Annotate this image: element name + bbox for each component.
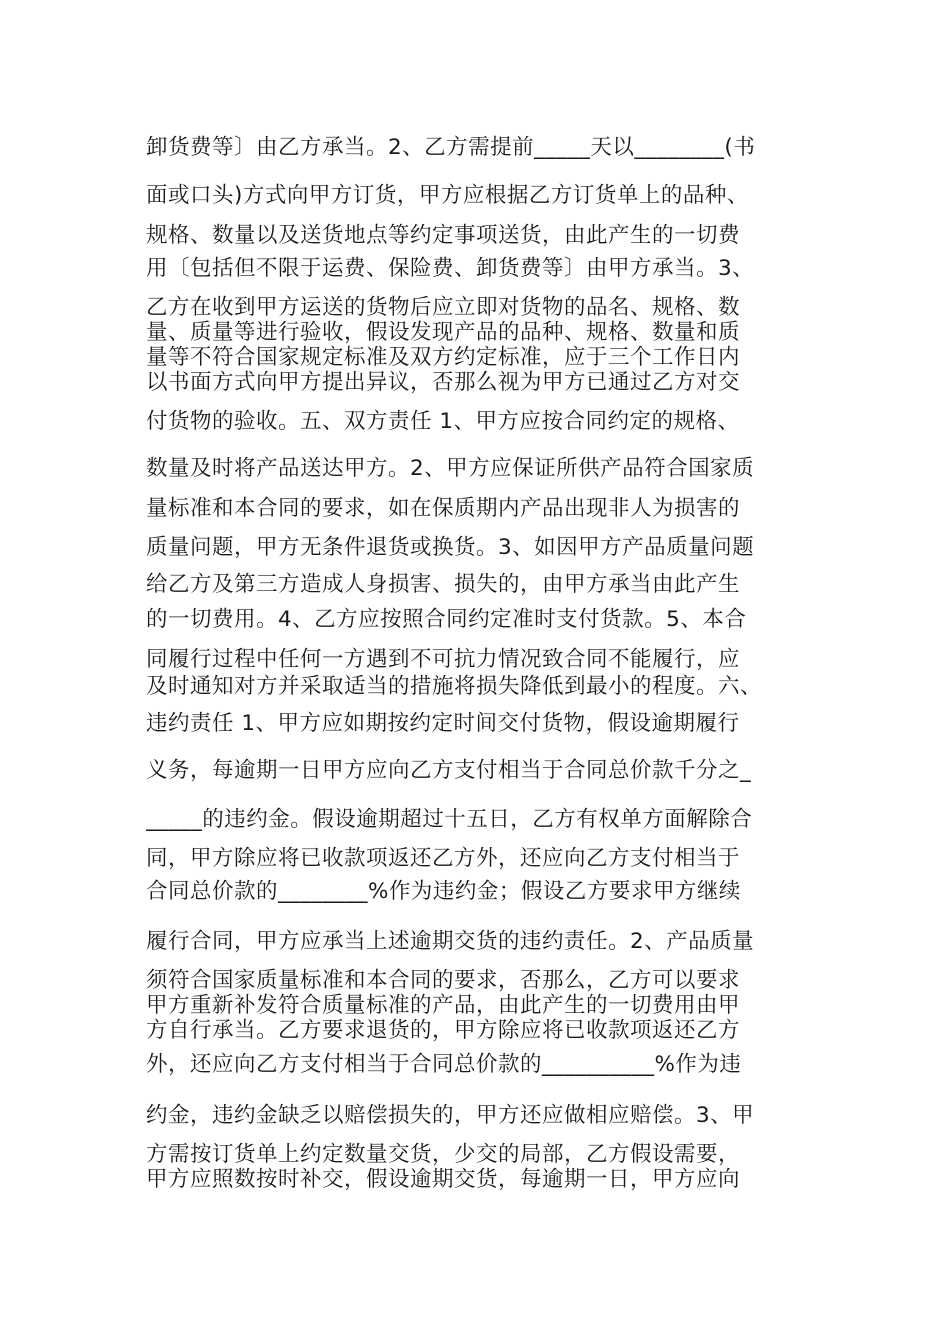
text-line: 同，甲方除应将已收款项返还乙方外，还应向乙方支付相当于 bbox=[146, 846, 741, 871]
text-line: 须符合国家质量标准和本合同的要求，否那么，乙方可以要求 bbox=[146, 968, 741, 993]
text-line: 乙方在收到甲方运送的货物后应立即对货物的品名、规格、数 bbox=[146, 295, 741, 320]
text-line: 及时通知对方并采取适当的措施将损失降低到最小的程度。六、 bbox=[146, 674, 763, 699]
text-line: 的一切费用。4、乙方应按照合同约定准时支付货款。5、本合 bbox=[146, 607, 747, 632]
text-line: 面或口头)方式向甲方订货，甲方应根据乙方订货单上的品种、 bbox=[146, 183, 749, 208]
text-line: 量标准和本合同的要求，如在保质期内产品出现非人为损害的 bbox=[146, 496, 741, 521]
text-line: 给乙方及第三方造成人身损害、损失的，由甲方承当由此产生 bbox=[146, 572, 741, 597]
text-line: 甲方重新补发符合质量标准的产品，由此产生的一切费用由甲 bbox=[146, 993, 741, 1018]
text-line: 方需按订货单上约定数量交货，少交的局部，乙方假设需要， bbox=[146, 1142, 741, 1167]
text-line: 义务，每逾期一日甲方应向乙方支付相当于合同总价款千分之_ bbox=[146, 758, 752, 783]
text-line: 同履行过程中任何一方遇到不可抗力情况致合同不能履行，应 bbox=[146, 647, 741, 672]
text-line: 卸货费等〕由乙方承当。2、乙方需提前_____天以________(书 bbox=[146, 135, 756, 160]
text-line: 规格、数量以及送货地点等约定事项送货，由此产生的一切费 bbox=[146, 223, 741, 248]
text-line: 方自行承当。乙方要求退货的，甲方除应将已收款项返还乙方 bbox=[146, 1018, 741, 1043]
text-line: 量等不符合国家规定标准及双方约定标准，应于三个工作日内 bbox=[146, 345, 741, 370]
text-line: 数量及时将产品送达甲方。2、甲方应保证所供产品符合国家质 bbox=[146, 456, 755, 481]
text-line: 合同总价款的________%作为违约金；假设乙方要求甲方继续 bbox=[146, 879, 741, 904]
text-line: 违约责任 1、甲方应如期按约定时间交付货物，假设逾期履行 bbox=[146, 711, 740, 736]
text-line: 外，还应向乙方支付相当于合同总价款的__________%作为违 bbox=[146, 1052, 742, 1077]
text-line: 量、质量等进行验收，假设发现产品的品种、规格、数量和质 bbox=[146, 320, 741, 345]
text-line: 甲方应照数按时补交，假设逾期交货，每逾期一日，甲方应向 bbox=[146, 1167, 741, 1192]
text-line: _____的违约金。假设逾期超过十五日，乙方有权单方面解除合 bbox=[146, 807, 753, 832]
text-line: 履行合同，甲方应承当上述逾期交货的违约责任。2、产品质量 bbox=[146, 929, 755, 954]
text-line: 质量问题，甲方无条件退货或换货。3、如因甲方产品质量问题 bbox=[146, 535, 755, 560]
text-line: 约金，违约金缺乏以赔偿损失的，甲方还应做相应赔偿。3、甲 bbox=[146, 1103, 755, 1128]
text-line: 以书面方式向甲方提出异议，否那么视为甲方已通过乙方对交 bbox=[146, 370, 741, 395]
text-line: 用〔包括但不限于运费、保险费、卸货费等〕由甲方承当。3、 bbox=[146, 256, 755, 281]
text-line: 付货物的验收。五、双方责任 1、甲方应按合同约定的规格、 bbox=[146, 409, 740, 434]
